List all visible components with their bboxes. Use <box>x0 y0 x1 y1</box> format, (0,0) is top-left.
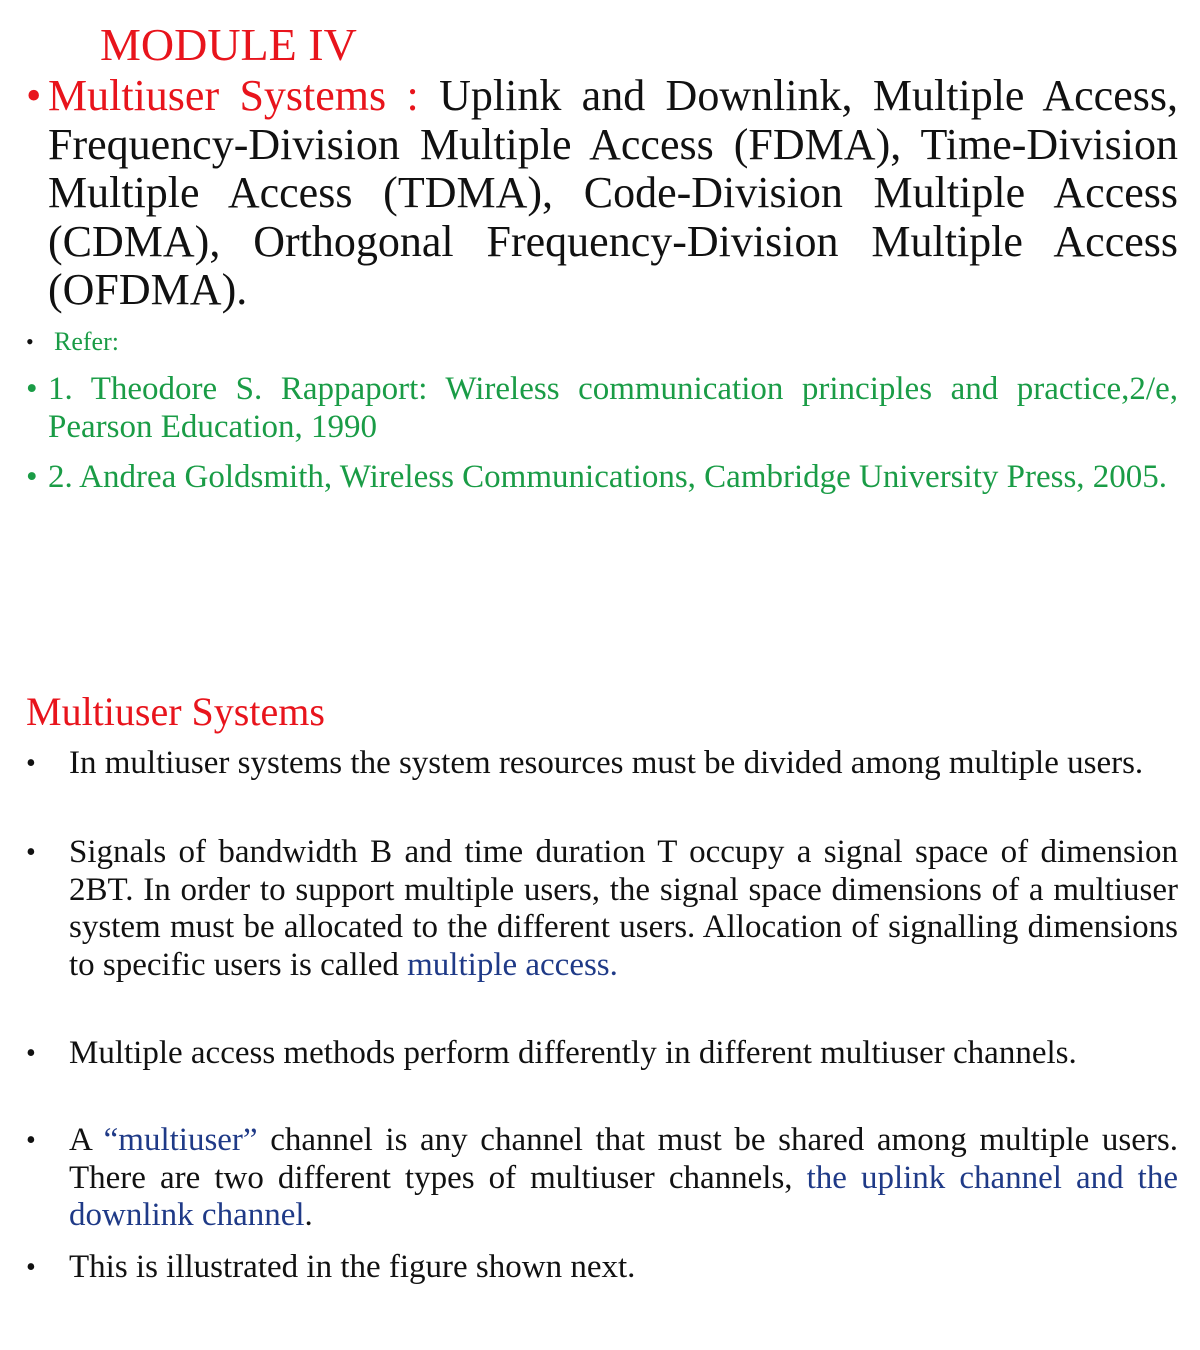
body-bullet-4 <box>26 1122 1178 1235</box>
bullet-dot: • <box>26 1038 36 1069</box>
bullet-dot: • <box>26 371 38 407</box>
body-bullet-5 <box>26 1249 1178 1287</box>
syllabus-topics: Uplink and Downlink, Multiple Access, Frequency-Division Multiple Access (FDMA), Time-Division Multiple Access (TDMA), Code-Division Multiple Access (CDMA), Orthogonal Frequency-Division Multiple Access (OFDMA). <box>48 71 1178 314</box>
bullet-dot: • <box>26 837 36 868</box>
bullet-text: In multiuser systems the system resources must be divided among multiple users. <box>69 745 1144 781</box>
reference-item-1 <box>26 370 1178 446</box>
syllabus-bullet <box>26 72 1178 315</box>
highlight-multiple-access: multiple access. <box>407 946 618 983</box>
bullet-text: Signals of bandwidth B and time duration T occupy a signal space of dimension 2BT. In order to support multiple users, the signal space dimensions of a multiuser system must be allocated to the different users. Allocation of signalling dimensions to specific users is called <box>69 834 1178 983</box>
bullet-dot: • <box>26 329 34 354</box>
bullet-text: This is illustrated in the figure shown next. <box>69 1249 636 1285</box>
refer-label: Refer: <box>54 327 119 356</box>
bullet-dot: • <box>26 71 42 120</box>
highlight-uplink-downlink: the uplink channel and the downlink channel <box>69 1159 1178 1233</box>
reference-item-2 <box>26 458 1178 496</box>
body-bullet-3 <box>26 1035 1178 1073</box>
reference-text: 2. Andrea Goldsmith, Wireless Communications, Cambridge University Press, 2005. <box>48 459 1168 495</box>
refer-bullet <box>26 325 1178 359</box>
section-title: Multiuser Systems <box>26 689 325 734</box>
bullet-text: channel is any channel that must be shared among multiple users. There are two different types of multiuser channels, <box>69 1122 1178 1196</box>
body-bullet-1 <box>26 745 1178 783</box>
bullet-text: . <box>304 1197 313 1233</box>
bullet-text: A <box>69 1122 104 1158</box>
module-title: MODULE IV <box>100 19 357 70</box>
bullet-dot: • <box>26 1125 36 1156</box>
bullet-dot: • <box>26 748 36 779</box>
syllabus-heading: Multiuser Systems : <box>48 71 419 120</box>
bullet-text: Multiple access methods perform differently in different multiuser channels. <box>69 1035 1077 1071</box>
body-bullet-2 <box>26 834 1178 984</box>
highlight-multiuser: “multiuser” <box>103 1122 258 1158</box>
reference-text: 1. Theodore S. Rappaport: Wireless communication principles and practice,2/e, Pearson Education, 1990 <box>48 371 1178 445</box>
bullet-dot: • <box>26 459 38 495</box>
bullet-dot: • <box>26 1252 36 1283</box>
